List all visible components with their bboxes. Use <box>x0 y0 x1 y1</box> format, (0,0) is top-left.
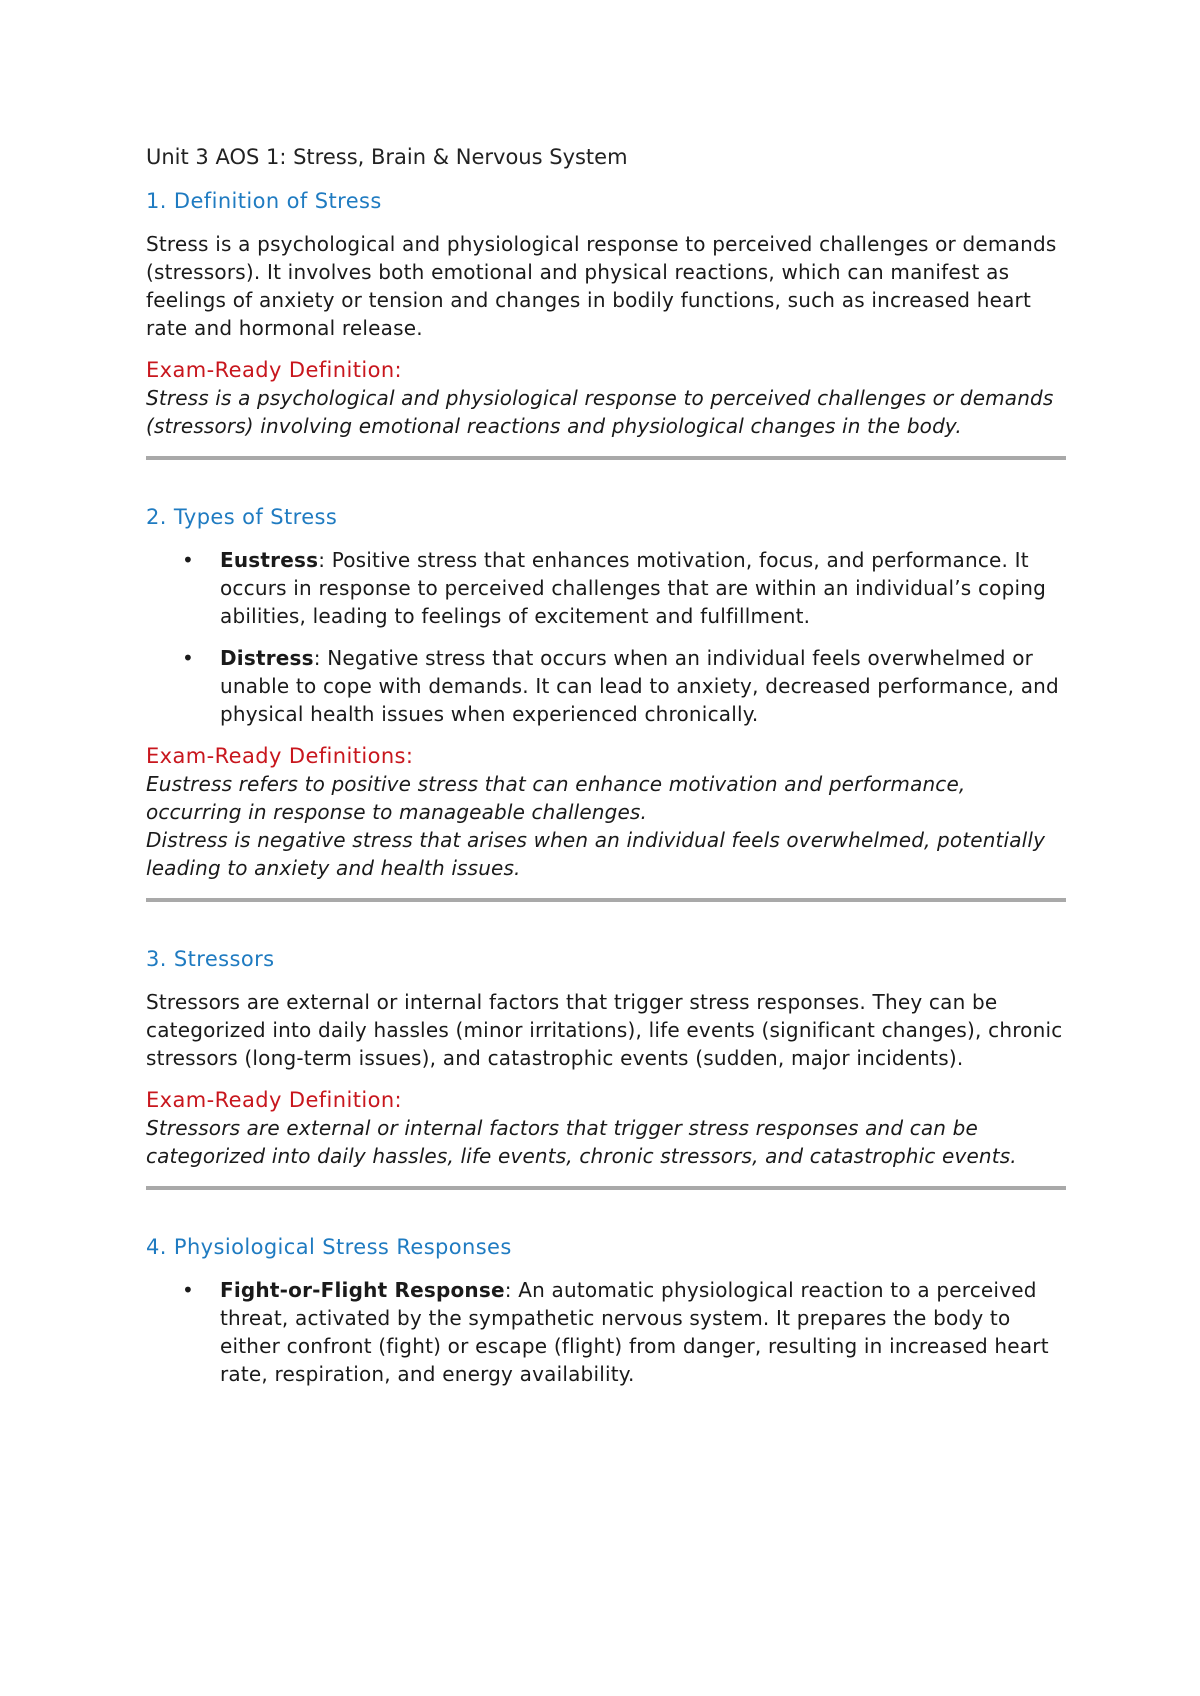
bullet-icon: • <box>182 548 194 572</box>
exam-ready-label: Exam-Ready Definition: <box>146 1088 403 1112</box>
list-item-text: : Positive stress that enhances motivation, focus, and performance. It occurs in response to perceived challenges that are within an individual’s coping abilities, leading to feelings of excitement and fulfillment. <box>220 548 1046 628</box>
section-divider <box>146 898 1066 902</box>
exam-ready-text: Eustress refers to positive stress that can enhance motivation and performance, occurring in response to manageable challenges. <box>146 772 966 824</box>
section-divider <box>146 456 1066 460</box>
list-item-term: Fight-or-Flight Response <box>220 1278 505 1302</box>
exam-ready-text: Stressors are external or internal factors that trigger stress responses and can be categorized into daily hassles, life events, chronic stressors, and catastrophic events. <box>146 1116 1017 1168</box>
bullet-list <box>146 546 1066 728</box>
exam-ready-label: Exam-Ready Definitions: <box>146 744 414 768</box>
document-page <box>146 142 1066 1402</box>
section-physiological-stress-responses <box>146 1232 1066 1388</box>
section-stressors <box>146 944 1066 1170</box>
section-heading: 3. Stressors <box>146 947 275 971</box>
list-item-term: Eustress <box>220 548 319 572</box>
bullet-list <box>146 1276 1066 1388</box>
list-item <box>146 546 1066 630</box>
list-item <box>146 644 1066 728</box>
section-divider <box>146 1186 1066 1190</box>
section-heading: 2. Types of Stress <box>146 505 338 529</box>
exam-ready-text: Stress is a psychological and physiological response to perceived challenges or demands (stressors) involving emotional reactions and physiological changes in the body. <box>146 386 1054 438</box>
section-heading: 4. Physiological Stress Responses <box>146 1235 512 1259</box>
bullet-icon: • <box>182 646 194 670</box>
section-paragraph: Stressors are external or internal factors that trigger stress responses. They can be categorized into daily hassles (minor irritations), life events (significant changes), chronic stressors (long-term issues), and catastrophic events (sudden, major incidents). <box>146 990 1063 1070</box>
section-definition-of-stress <box>146 186 1066 440</box>
list-item-text: : An automatic physiological reaction to a perceived threat, activated by the sympathetic nervous system. It prepares the body to either confront (fight) or escape (flight) from danger, resulting in increased heart rate, respiration, and energy availability. <box>220 1278 1049 1386</box>
exam-ready-text: Distress is negative stress that arises when an individual feels overwhelmed, potentially leading to anxiety and health issues. <box>146 828 1046 880</box>
list-item-text: : Negative stress that occurs when an individual feels overwhelmed or unable to cope with demands. It can lead to anxiety, decreased performance, and physical health issues when experienced chronically. <box>220 646 1059 726</box>
list-item <box>146 1276 1066 1388</box>
section-types-of-stress <box>146 502 1066 882</box>
document-title: Unit 3 AOS 1: Stress, Brain & Nervous System <box>146 145 628 169</box>
bullet-icon: • <box>182 1278 194 1302</box>
list-item-term: Distress <box>220 646 314 670</box>
exam-ready-label: Exam-Ready Definition: <box>146 358 403 382</box>
section-heading: 1. Definition of Stress <box>146 189 382 213</box>
section-paragraph: Stress is a psychological and physiological response to perceived challenges or demands (stressors). It involves both emotional and physical reactions, which can manifest as feelings of anxiety or tension and changes in bodily functions, such as increased heart rate and hormonal release. <box>146 232 1057 340</box>
